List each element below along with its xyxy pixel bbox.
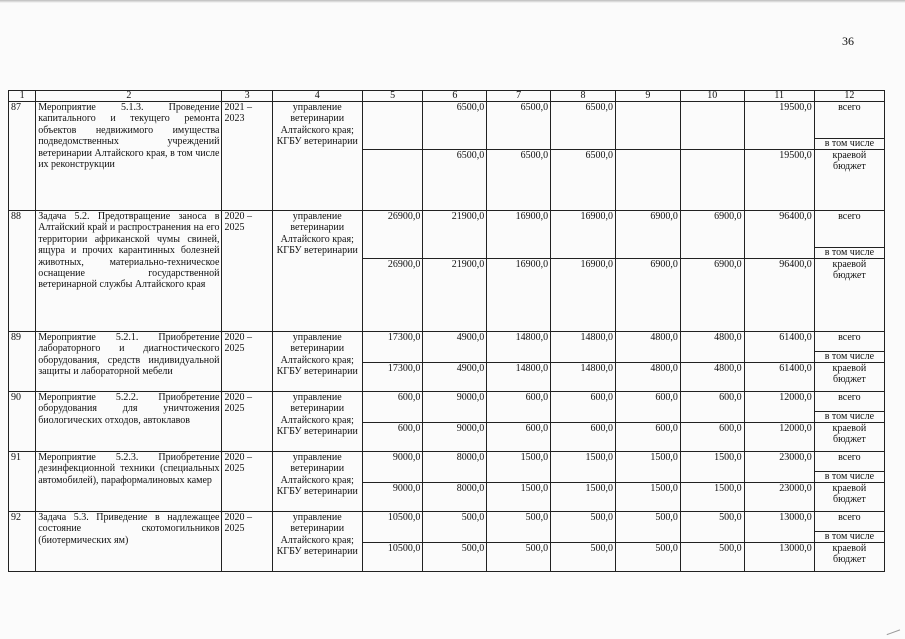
- total-value: 14800,0: [487, 332, 551, 363]
- regional-budget-label: краевой бюджет: [814, 543, 884, 572]
- measure-name: Мероприятие 5.1.3. Проведение капитального и текущего ремонта объектов недвижимого имущества подведомственных учреждений ветеринарии Алтайского края, в том числе их реконструкции: [36, 102, 222, 211]
- table-row: [9, 332, 885, 352]
- regional-value: 6900,0: [680, 259, 744, 332]
- executor: управление ветеринарии Алтайского края; КГБУ ветеринарии: [272, 332, 362, 392]
- regional-value: 19500,0: [744, 150, 814, 211]
- col-header: 9: [615, 91, 680, 102]
- regional-budget-label: краевой бюджет: [814, 423, 884, 452]
- funding-total-label: всего: [814, 102, 884, 139]
- regional-value: 500,0: [551, 543, 616, 572]
- regional-value: 600,0: [551, 423, 616, 452]
- total-value: 4900,0: [423, 332, 487, 363]
- regional-value: 6500,0: [423, 150, 487, 211]
- executor: управление ветеринарии Алтайского края; КГБУ ветеринарии: [272, 512, 362, 572]
- total-value: 17300,0: [362, 332, 423, 363]
- total-value: 500,0: [487, 512, 551, 543]
- regional-value: 12000,0: [744, 423, 814, 452]
- total-value: 26900,0: [362, 211, 423, 259]
- total-value: 6500,0: [551, 102, 616, 150]
- period: 2020 – 2025: [222, 211, 272, 332]
- period: 2020 – 2025: [222, 392, 272, 452]
- total-value: 500,0: [551, 512, 616, 543]
- regional-budget-label: краевой бюджет: [814, 259, 884, 332]
- regional-value: 8000,0: [423, 483, 487, 512]
- regional-value: [615, 150, 680, 211]
- regional-value: 500,0: [423, 543, 487, 572]
- table-body: [9, 91, 885, 572]
- regional-budget-label: краевой бюджет: [814, 363, 884, 392]
- col-header: 11: [744, 91, 814, 102]
- total-value: 600,0: [680, 392, 744, 423]
- table-row: [9, 102, 885, 139]
- including-label: в том числе: [814, 532, 884, 543]
- regional-value: 600,0: [362, 423, 423, 452]
- total-value: 6500,0: [487, 102, 551, 150]
- regional-budget-label: краевой бюджет: [814, 150, 884, 211]
- total-value: 16900,0: [487, 211, 551, 259]
- total-value: 19500,0: [744, 102, 814, 150]
- regional-value: 500,0: [615, 543, 680, 572]
- total-value: 14800,0: [551, 332, 616, 363]
- including-label: в том числе: [814, 248, 884, 259]
- regional-value: 1500,0: [551, 483, 616, 512]
- regional-value: 14800,0: [487, 363, 551, 392]
- total-value: [615, 102, 680, 150]
- regional-value: 4800,0: [680, 363, 744, 392]
- measure-name: Мероприятие 5.2.3. Приобретение дезинфекционной техники (специальных автомобилей), параформалиновых камер: [36, 452, 222, 512]
- scan-edge: [0, 0, 905, 3]
- total-value: 9000,0: [362, 452, 423, 483]
- header-row: [9, 91, 885, 102]
- total-value: 600,0: [362, 392, 423, 423]
- regional-value: 1500,0: [680, 483, 744, 512]
- regional-value: 6900,0: [615, 259, 680, 332]
- total-value: 13000,0: [744, 512, 814, 543]
- total-value: 600,0: [615, 392, 680, 423]
- table-row: [9, 512, 885, 532]
- total-value: [680, 102, 744, 150]
- table-row: [9, 211, 885, 248]
- page-number: 36: [842, 34, 854, 48]
- total-value: 21900,0: [423, 211, 487, 259]
- total-value: 23000,0: [744, 452, 814, 483]
- regional-value: 600,0: [615, 423, 680, 452]
- total-value: 1500,0: [615, 452, 680, 483]
- col-header: 10: [680, 91, 744, 102]
- regional-value: 1500,0: [487, 483, 551, 512]
- regional-value: 16900,0: [487, 259, 551, 332]
- row-number: 88: [9, 211, 36, 332]
- total-value: 500,0: [615, 512, 680, 543]
- row-number: 91: [9, 452, 36, 512]
- regional-value: 4900,0: [423, 363, 487, 392]
- total-value: 1500,0: [487, 452, 551, 483]
- regional-value: 26900,0: [362, 259, 423, 332]
- funding-total-label: всего: [814, 512, 884, 532]
- total-value: 8000,0: [423, 452, 487, 483]
- regional-value: 9000,0: [362, 483, 423, 512]
- regional-value: 10500,0: [362, 543, 423, 572]
- regional-value: 16900,0: [551, 259, 616, 332]
- measure-name: Мероприятие 5.2.2. Приобретение оборудования для уничтожения биологических отходов, автоклавов: [36, 392, 222, 452]
- regional-value: 1500,0: [615, 483, 680, 512]
- table-row: [9, 452, 885, 472]
- measure-name: Задача 5.2. Предотвращение заноса в Алтайский край и распространения на его территории африканской чумы свиней, ящура и прочих карантинных болезней животных, материально-техническое оснащение государственной ветеринарной службы Алтайского края: [36, 211, 222, 332]
- scan-mark: [884, 622, 900, 635]
- total-value: 61400,0: [744, 332, 814, 363]
- total-value: 600,0: [551, 392, 616, 423]
- regional-value: 14800,0: [551, 363, 616, 392]
- regional-value: 4800,0: [615, 363, 680, 392]
- regional-value: 96400,0: [744, 259, 814, 332]
- period: 2020 – 2025: [222, 512, 272, 572]
- total-value: 500,0: [423, 512, 487, 543]
- regional-value: 13000,0: [744, 543, 814, 572]
- total-value: 16900,0: [551, 211, 616, 259]
- funding-total-label: всего: [814, 392, 884, 412]
- measure-name: Мероприятие 5.2.1. Приобретение лабораторного и диагностического оборудования, средств индивидуальной защиты и лабораторной мебели: [36, 332, 222, 392]
- col-header: 3: [222, 91, 272, 102]
- total-value: 500,0: [680, 512, 744, 543]
- regional-value: 600,0: [680, 423, 744, 452]
- col-header: 4: [272, 91, 362, 102]
- funding-total-label: всего: [814, 452, 884, 472]
- regional-value: 600,0: [487, 423, 551, 452]
- col-header: 7: [487, 91, 551, 102]
- regional-value: [362, 150, 423, 211]
- col-header: 1: [9, 91, 36, 102]
- total-value: 1500,0: [680, 452, 744, 483]
- including-label: в том числе: [814, 352, 884, 363]
- total-value: 4800,0: [680, 332, 744, 363]
- regional-value: 500,0: [487, 543, 551, 572]
- col-header: 5: [362, 91, 423, 102]
- period: 2021 – 2023: [222, 102, 272, 211]
- row-number: 92: [9, 512, 36, 572]
- regional-value: 61400,0: [744, 363, 814, 392]
- col-header: 12: [814, 91, 884, 102]
- row-number: 89: [9, 332, 36, 392]
- regional-value: 6500,0: [551, 150, 616, 211]
- total-value: 1500,0: [551, 452, 616, 483]
- program-table: [8, 90, 885, 572]
- regional-value: 500,0: [680, 543, 744, 572]
- regional-value: 21900,0: [423, 259, 487, 332]
- measure-name: Задача 5.3. Приведение в надлежащее состояние скотомогильников (биотермических ям): [36, 512, 222, 572]
- total-value: 4800,0: [615, 332, 680, 363]
- including-label: в том числе: [814, 139, 884, 150]
- regional-budget-label: краевой бюджет: [814, 483, 884, 512]
- total-value: 96400,0: [744, 211, 814, 259]
- total-value: [362, 102, 423, 150]
- period: 2020 – 2025: [222, 452, 272, 512]
- including-label: в том числе: [814, 472, 884, 483]
- funding-total-label: всего: [814, 332, 884, 352]
- total-value: 10500,0: [362, 512, 423, 543]
- total-value: 9000,0: [423, 392, 487, 423]
- total-value: 6900,0: [680, 211, 744, 259]
- total-value: 600,0: [487, 392, 551, 423]
- executor: управление ветеринарии Алтайского края; КГБУ ветеринарии: [272, 211, 362, 332]
- regional-value: 17300,0: [362, 363, 423, 392]
- regional-value: 23000,0: [744, 483, 814, 512]
- executor: управление ветеринарии Алтайского края; КГБУ ветеринарии: [272, 452, 362, 512]
- col-header: 8: [551, 91, 616, 102]
- col-header: 6: [423, 91, 487, 102]
- regional-value: 6500,0: [487, 150, 551, 211]
- col-header: 2: [36, 91, 222, 102]
- row-number: 90: [9, 392, 36, 452]
- regional-value: 9000,0: [423, 423, 487, 452]
- table-row: [9, 392, 885, 412]
- total-value: 6500,0: [423, 102, 487, 150]
- period: 2020 – 2025: [222, 332, 272, 392]
- executor: управление ветеринарии Алтайского края; КГБУ ветеринарии: [272, 102, 362, 211]
- total-value: 12000,0: [744, 392, 814, 423]
- regional-value: [680, 150, 744, 211]
- including-label: в том числе: [814, 412, 884, 423]
- row-number: 87: [9, 102, 36, 211]
- total-value: 6900,0: [615, 211, 680, 259]
- funding-total-label: всего: [814, 211, 884, 248]
- executor: управление ветеринарии Алтайского края; КГБУ ветеринарии: [272, 392, 362, 452]
